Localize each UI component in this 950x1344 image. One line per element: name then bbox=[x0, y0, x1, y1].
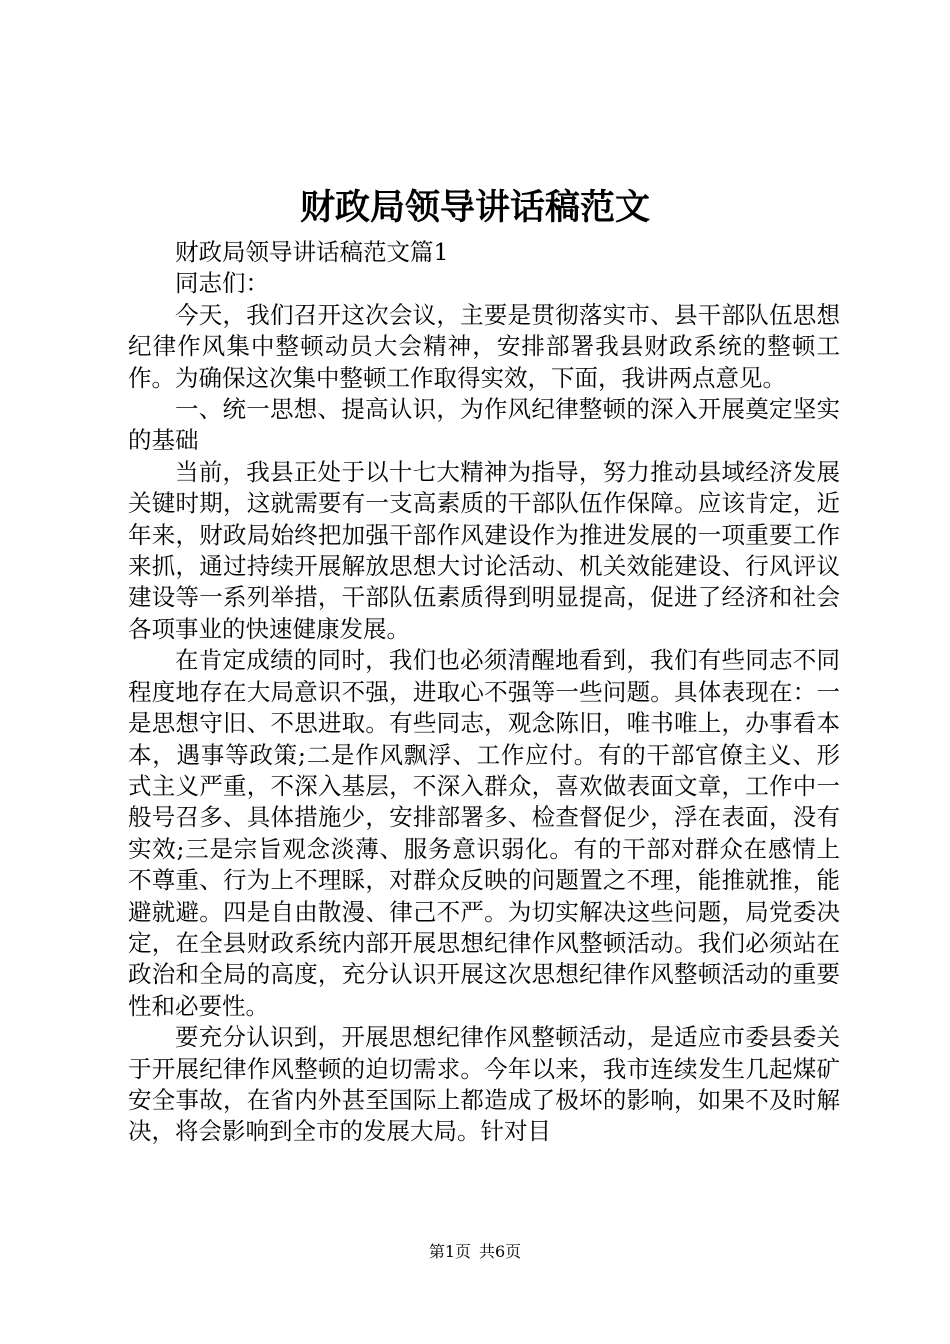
paragraph-subtitle: 财政局领导讲话稿范文篇1 bbox=[175, 238, 449, 266]
paragraph: 要充分认识到，开展思想纪律作风整顿活动，是适应市委县委关于开展纪律作风整顿的迫切需求。今年以来，我市连续发生几起煤矿安全事故，在省内外甚至国际上都造成了极坏的影响，如果不及时解决，将会影响到全市的发展大局。针对目 bbox=[128, 1023, 840, 1146]
paragraph: 在肯定成绩的同时，我们也必须清醒地看到，我们有些同志不同程度地存在大局意识不强，进取心不强等一些问题。具体表现在：一是思想守旧、不思进取。有些同志，观念陈旧，唯书唯上，办事看本本，遇事等政策;二是作风飘浮、工作应付。有的干部官僚主义、形式主义严重，不深入基层，不深入群众，喜欢做表面文章，工作中一般号召多、具体措施少，安排部署多、检查督促少，浮在表面，没有实效;三是宗旨观念淡薄、服务意识弱化。有的干部对群众在感情上不尊重、行为上不理睬，对群众反映的问题置之不理，能推就推，能避就避。四是自由散漫、律己不严。为切实解决这些问题，局党委决定，在全县财政系统内部开展思想纪律作风整顿活动。我们必须站在政治和全局的高度，充分认识开展这次思想纪律作风整顿活动的重要性和必要性。 bbox=[128, 646, 840, 1020]
page-count: 共6页 bbox=[479, 1242, 522, 1261]
document-body bbox=[128, 237, 840, 1148]
section-heading: 一、统一思想、提高认识，为作风纪律整顿的深入开展奠定坚实的基础 bbox=[128, 395, 840, 455]
paragraph: 当前，我县正处于以十七大精神为指导，努力推动县域经济发展关键时期，这就需要有一支高素质的干部队伍作保障。应该肯定，近年来，财政局始终把加强干部作风建设作为推进发展的一项重要工作来抓，通过持续开展解放思想大讨论活动、机关效能建设、行风评议建设等一系列举措，干部队伍素质得到明显提高，促进了经济和社会各项事业的快速健康发展。 bbox=[128, 457, 840, 643]
page-footer bbox=[0, 1241, 950, 1263]
page-number: 第1页 bbox=[428, 1242, 471, 1261]
document-title: 财政局领导讲话稿范文 bbox=[299, 187, 650, 228]
paragraph: 今天，我们召开这次会议，主要是贯彻落实市、县干部队伍思想纪律作风集中整顿动员大会精神，安排部署我县财政系统的整顿工作。为确保这次集中整顿工作取得实效，下面，我讲两点意见。 bbox=[128, 300, 840, 392]
paragraph-salutation: 同志们： bbox=[175, 269, 269, 298]
